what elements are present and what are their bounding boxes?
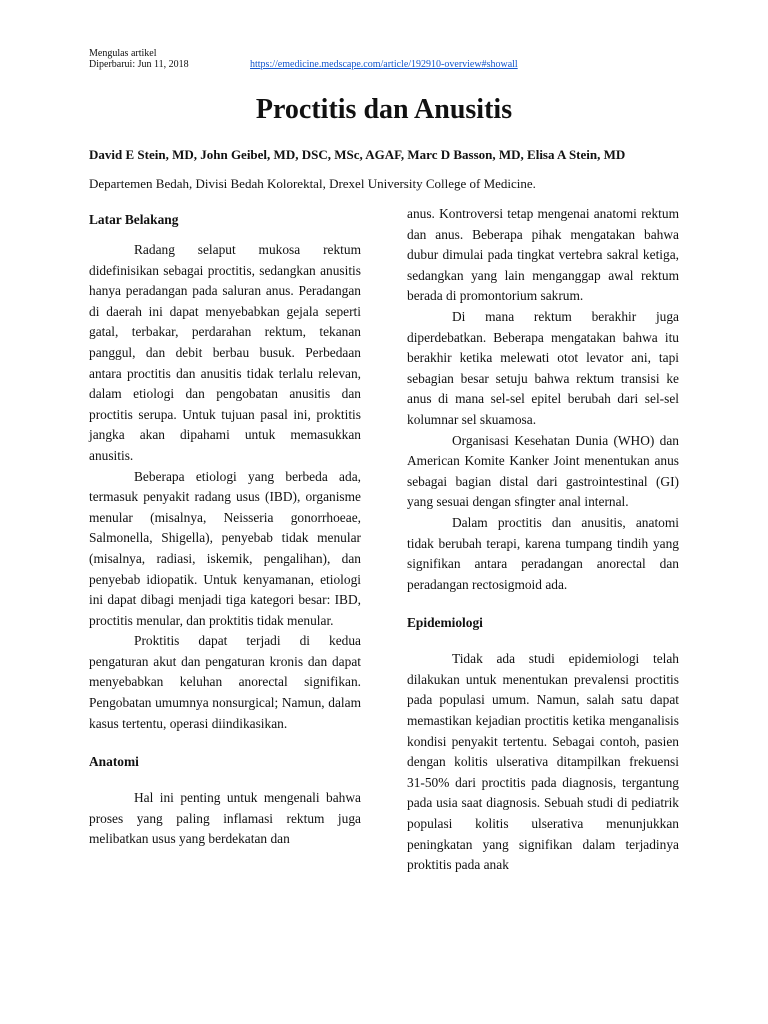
left-column [89, 204, 361, 850]
paragraph: Hal ini penting untuk mengenali bahwa proses yang paling inflamasi rektum juga melibatkan usus yang berdekatan dan [89, 790, 361, 847]
paragraph: Beberapa etiologi yang berbeda ada, termasuk penyakit radang usus (IBD), organisme menular (misalnya, Neisseria gonorrhoeae, Salmonella, Shigella), penyebab tidak menular (misalnya, radiasi, iskemik, pengalihan), dan penyebab idiopatik. Untuk kenyamanan, etiologi ini dapat dibagi menjadi tiga kategori besar: IBD, proctitis menular, dan proktitis tidak menular. [89, 468, 361, 628]
paragraph: Dalam proctitis dan anusitis, anatomi tidak berubah terapi, karena tumpang tindih yang signifikan antara peradangan anorectal dan peradangan rectosigmoid ada. [407, 514, 679, 592]
article-meta [89, 48, 189, 70]
paragraph: Di mana rektum berakhir juga diperdebatkan. Beberapa mengatakan bahwa itu berakhir ketika melewati otot levator ani, tapi sebagian besar setuju bahwa rektum transisi ke anus di mana sel-sel epitel berubah dari sel-sel kolumnar sel skuamosa. [407, 308, 679, 427]
affiliation: Departemen Bedah, Divisi Bedah Kolorektal, Drexel University College of Medicine. [89, 176, 536, 191]
paragraph: Proktitis dapat terjadi di kedua pengaturan akut dan pengaturan kronis dan dapat menyebabkan keluhan anorectal signifikan. Pengobatan umumnya nonsurgical; Namun, dalam kasus tertentu, operasi diindikasikan. [89, 633, 361, 731]
paragraph: Organisasi Kesehatan Dunia (WHO) dan American Komite Kanker Joint menentukan anus sebagai bagian distal dari gastrointestinal (GI) yang sesuai dengan sfingter anal internal. [407, 432, 679, 510]
heading-latar-belakang: Latar Belakang [89, 212, 179, 227]
author-list: David E Stein, MD, John Geibel, MD, DSC, MSc, AGAF, Marc D Basson, MD, Elisa A Stein, MD [89, 147, 626, 162]
paragraph: anus. Kontroversi tetap mengenai anatomi rektum dan anus. Beberapa pihak mengatakan bahwa dubur dimulai pada tingkat vertebra sakral ketiga, sedangkan yang lain menganggap awal rektum berada di promontorium sakrum. [407, 206, 679, 304]
heading-anatomi: Anatomi [89, 754, 139, 770]
updated-date: Diperbarui: Jun 11, 2018 [89, 59, 189, 70]
paragraph: Tidak ada studi epidemiologi telah dilakukan untuk menentukan prevalensi proctitis pada populasi umum. Namun, salah satu dapat memastikan kejadian proctitis ketika menganalisis kondisi penyakit tertentu. Sebagai contoh, pasien dengan kolitis ulserativa ditampilkan frekuensi 31-50% dari proctitis pada diagnosis, tergantung pada usia saat diagnosis. Sebuah studi di pediatrik populasi kolitis ulserativa menunjukkan peningkatan yang signifikan dalam terjadinya proktitis pada anak [407, 651, 679, 873]
review-label: Mengulas artikel [89, 48, 157, 59]
heading-epidemiologi: Epidemiologi [407, 615, 483, 631]
paragraph: Radang selaput mukosa rektum didefinisikan sebagai proctitis, sedangkan anusitis hanya peradangan pada saluran anus. Peradangan di daerah ini dapat menyebabkan gejala seperti gatal, terbakar, perdarahan rektum, tekanan panggul, dan debit berbau busuk. Perbedaan antara proctitis dan anusitis tidak terlalu relevan, dalam etiologi dan pengobatan anusitis dan proctitis serupa. Untuk tujuan pasal ini, proktitis jangka akan dipahami untuk memasukkan anusitis. [89, 242, 361, 463]
right-column [407, 204, 679, 876]
article-title: Proctitis dan Anusitis [255, 94, 513, 125]
source-link[interactable]: https://emedicine.medscape.com/article/192910-overview#showall [250, 59, 518, 70]
